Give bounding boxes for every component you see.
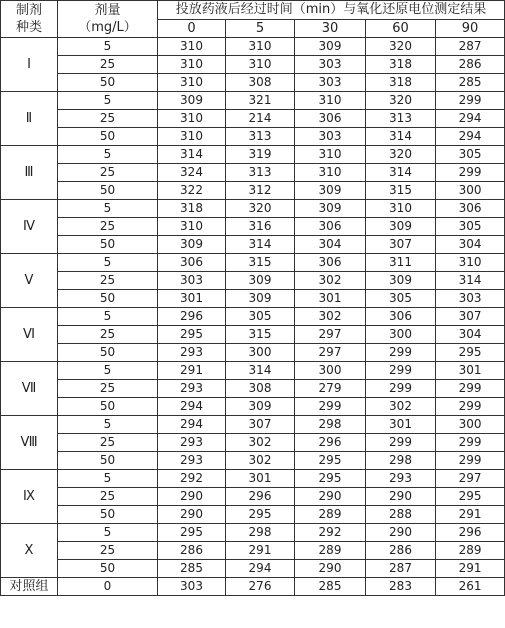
dose-cell: 5: [58, 524, 158, 542]
table-row: [1, 542, 505, 560]
potential-value-cell: 296: [226, 488, 295, 506]
potential-value-cell: 314: [158, 146, 226, 164]
dose-cell: 25: [58, 380, 158, 398]
potential-value-cell: 312: [226, 182, 295, 200]
header-time-0: 0: [158, 19, 226, 38]
potential-value-cell: 294: [158, 398, 226, 416]
potential-value-cell: 293: [158, 452, 226, 470]
potential-value-cell: 303: [158, 578, 226, 596]
table-row: [1, 164, 505, 182]
potential-value-cell: 214: [226, 110, 295, 128]
potential-value-cell: 295: [295, 452, 366, 470]
table-row: [1, 182, 505, 200]
potential-value-cell: 307: [366, 236, 436, 254]
potential-value-cell: 299: [366, 344, 436, 362]
potential-value-cell: 309: [295, 182, 366, 200]
control-label: 对照组: [1, 578, 58, 596]
dose-cell: 25: [58, 326, 158, 344]
potential-value-cell: 285: [436, 74, 505, 92]
potential-value-cell: 313: [366, 110, 436, 128]
dose-cell: 25: [58, 56, 158, 74]
potential-value-cell: 314: [436, 272, 505, 290]
potential-value-cell: 314: [366, 128, 436, 146]
potential-value-cell: 310: [226, 38, 295, 56]
potential-value-cell: 309: [295, 38, 366, 56]
potential-value-cell: 293: [158, 434, 226, 452]
potential-value-cell: 318: [366, 56, 436, 74]
table-row: [1, 398, 505, 416]
table-row: [1, 236, 505, 254]
dose-cell: 50: [58, 290, 158, 308]
potential-value-cell: 309: [366, 218, 436, 236]
potential-value-cell: 296: [436, 524, 505, 542]
dose-cell: 50: [58, 182, 158, 200]
potential-value-cell: 299: [436, 380, 505, 398]
potential-value-cell: 289: [436, 542, 505, 560]
potential-value-cell: 313: [226, 164, 295, 182]
potential-value-cell: 309: [158, 92, 226, 110]
potential-value-cell: 304: [436, 236, 505, 254]
potential-value-cell: 288: [366, 506, 436, 524]
potential-value-cell: 307: [226, 416, 295, 434]
agent-type-label: Ⅳ: [1, 200, 58, 254]
potential-value-cell: 298: [366, 452, 436, 470]
potential-value-cell: 311: [366, 254, 436, 272]
dose-cell: 5: [58, 254, 158, 272]
potential-value-cell: 289: [295, 542, 366, 560]
potential-value-cell: 306: [436, 200, 505, 218]
potential-value-cell: 304: [295, 236, 366, 254]
potential-value-cell: 295: [226, 506, 295, 524]
agent-type-label: Ⅶ: [1, 362, 58, 416]
potential-value-cell: 303: [436, 290, 505, 308]
dose-cell: 5: [58, 470, 158, 488]
agent-type-label: Ⅹ: [1, 524, 58, 578]
potential-value-cell: 310: [436, 254, 505, 272]
potential-value-cell: 297: [295, 326, 366, 344]
potential-value-cell: 310: [295, 164, 366, 182]
control-row: [1, 578, 505, 596]
potential-value-cell: 310: [295, 92, 366, 110]
header-dose-line1: 剂量: [94, 3, 121, 18]
table-row: [1, 110, 505, 128]
potential-value-cell: 305: [226, 308, 295, 326]
potential-value-cell: 310: [158, 74, 226, 92]
table-row: [1, 272, 505, 290]
potential-value-cell: 310: [158, 218, 226, 236]
potential-value-cell: 302: [366, 398, 436, 416]
potential-value-cell: 261: [436, 578, 505, 596]
agent-type-label: Ⅲ: [1, 146, 58, 200]
potential-value-cell: 315: [366, 182, 436, 200]
potential-value-cell: 295: [158, 524, 226, 542]
potential-value-cell: 301: [158, 290, 226, 308]
potential-value-cell: 293: [158, 380, 226, 398]
potential-value-cell: 286: [158, 542, 226, 560]
potential-value-cell: 293: [366, 470, 436, 488]
potential-value-cell: 315: [226, 326, 295, 344]
potential-value-cell: 308: [226, 74, 295, 92]
potential-value-cell: 310: [158, 38, 226, 56]
potential-value-cell: 286: [436, 56, 505, 74]
potential-value-cell: 318: [366, 74, 436, 92]
potential-value-cell: 307: [436, 308, 505, 326]
potential-value-cell: 314: [366, 164, 436, 182]
potential-value-cell: 306: [295, 110, 366, 128]
potential-value-cell: 290: [366, 488, 436, 506]
table-row: [1, 128, 505, 146]
potential-value-cell: 301: [436, 362, 505, 380]
potential-value-cell: 290: [158, 506, 226, 524]
potential-value-cell: 320: [366, 92, 436, 110]
header-main-title: 投放药液后经过时间（min）与氧化还原电位测定结果: [158, 1, 505, 20]
potential-value-cell: 302: [226, 434, 295, 452]
table-row: [1, 524, 505, 542]
potential-value-cell: 295: [295, 470, 366, 488]
potential-value-cell: 309: [226, 290, 295, 308]
potential-value-cell: 292: [295, 524, 366, 542]
dose-cell: 25: [58, 164, 158, 182]
potential-value-cell: 298: [295, 416, 366, 434]
table-row: [1, 56, 505, 74]
table-row: [1, 560, 505, 578]
table-row: [1, 488, 505, 506]
dose-cell: 25: [58, 110, 158, 128]
potential-value-cell: 305: [436, 146, 505, 164]
agent-type-label: Ⅱ: [1, 92, 58, 146]
potential-value-cell: 309: [295, 200, 366, 218]
table-row: [1, 218, 505, 236]
potential-value-cell: 310: [226, 56, 295, 74]
potential-value-cell: 300: [436, 182, 505, 200]
potential-value-cell: 290: [158, 488, 226, 506]
potential-value-cell: 301: [366, 416, 436, 434]
header-row-1: [1, 1, 505, 20]
dose-cell: 50: [58, 452, 158, 470]
potential-value-cell: 297: [295, 344, 366, 362]
potential-value-cell: 285: [295, 578, 366, 596]
table-row: [1, 254, 505, 272]
dose-cell: 5: [58, 146, 158, 164]
table-row: [1, 452, 505, 470]
potential-value-cell: 299: [436, 398, 505, 416]
table-row: [1, 416, 505, 434]
potential-value-cell: 315: [226, 254, 295, 272]
potential-value-cell: 302: [295, 272, 366, 290]
dose-cell: 5: [58, 38, 158, 56]
table-row: [1, 146, 505, 164]
dose-cell: 5: [58, 362, 158, 380]
potential-value-cell: 299: [436, 92, 505, 110]
header-time-5: 5: [226, 19, 295, 38]
potential-value-cell: 314: [226, 236, 295, 254]
potential-value-cell: 287: [436, 38, 505, 56]
table-row: [1, 38, 505, 56]
potential-value-cell: 318: [158, 200, 226, 218]
potential-value-cell: 301: [295, 290, 366, 308]
table-row: [1, 470, 505, 488]
dose-cell: 5: [58, 308, 158, 326]
potential-value-cell: 295: [158, 326, 226, 344]
potential-value-cell: 309: [158, 236, 226, 254]
header-dose: [58, 1, 158, 38]
potential-value-cell: 304: [436, 326, 505, 344]
potential-value-cell: 320: [366, 146, 436, 164]
agent-type-label: Ⅰ: [1, 38, 58, 92]
potential-value-cell: 300: [436, 416, 505, 434]
potential-value-cell: 309: [226, 398, 295, 416]
potential-value-cell: 310: [295, 146, 366, 164]
potential-value-cell: 299: [436, 434, 505, 452]
potential-value-cell: 294: [436, 110, 505, 128]
table-row: [1, 92, 505, 110]
potential-value-cell: 296: [158, 308, 226, 326]
potential-value-cell: 302: [226, 452, 295, 470]
potential-value-cell: 294: [158, 416, 226, 434]
potential-value-cell: 324: [158, 164, 226, 182]
potential-value-cell: 303: [295, 74, 366, 92]
table-row: [1, 362, 505, 380]
potential-value-cell: 291: [436, 506, 505, 524]
potential-value-cell: 291: [436, 560, 505, 578]
potential-value-cell: 285: [158, 560, 226, 578]
dose-cell: 50: [58, 344, 158, 362]
potential-value-cell: 306: [158, 254, 226, 272]
potential-value-cell: 291: [226, 542, 295, 560]
dose-cell: 0: [58, 578, 158, 596]
potential-value-cell: 295: [436, 344, 505, 362]
table-row: [1, 308, 505, 326]
potential-value-cell: 276: [226, 578, 295, 596]
potential-value-cell: 310: [158, 110, 226, 128]
agent-type-label: Ⅸ: [1, 470, 58, 524]
potential-value-cell: 309: [226, 272, 295, 290]
dose-cell: 5: [58, 200, 158, 218]
potential-value-cell: 320: [366, 38, 436, 56]
agent-type-label: Ⅵ: [1, 308, 58, 362]
potential-value-cell: 283: [366, 578, 436, 596]
potential-value-cell: 300: [366, 326, 436, 344]
header-agent-type-line2: 种类: [15, 20, 42, 35]
potential-value-cell: 319: [226, 146, 295, 164]
header-agent-type-line1: 制剂: [15, 3, 42, 18]
potential-value-cell: 291: [158, 362, 226, 380]
potential-value-cell: 292: [158, 470, 226, 488]
header-time-90: 90: [436, 19, 505, 38]
potential-value-cell: 300: [226, 344, 295, 362]
potential-value-cell: 294: [436, 128, 505, 146]
potential-value-cell: 306: [295, 254, 366, 272]
potential-value-cell: 286: [366, 542, 436, 560]
potential-value-cell: 303: [158, 272, 226, 290]
potential-value-cell: 306: [366, 308, 436, 326]
potential-value-cell: 293: [158, 344, 226, 362]
potential-value-cell: 303: [295, 56, 366, 74]
potential-value-cell: 299: [436, 452, 505, 470]
table-row: [1, 506, 505, 524]
dose-cell: 5: [58, 92, 158, 110]
dose-cell: 25: [58, 272, 158, 290]
potential-value-cell: 295: [436, 488, 505, 506]
potential-value-cell: 306: [295, 218, 366, 236]
potential-value-cell: 313: [226, 128, 295, 146]
table-row: [1, 326, 505, 344]
potential-value-cell: 299: [366, 434, 436, 452]
potential-value-cell: 294: [226, 560, 295, 578]
table-row: [1, 290, 505, 308]
potential-value-cell: 297: [436, 470, 505, 488]
header-time-30: 30: [295, 19, 366, 38]
potential-value-cell: 300: [295, 362, 366, 380]
potential-value-cell: 310: [158, 56, 226, 74]
potential-value-cell: 314: [226, 362, 295, 380]
potential-value-cell: 309: [366, 272, 436, 290]
potential-value-cell: 308: [226, 380, 295, 398]
potential-value-cell: 303: [295, 128, 366, 146]
potential-value-cell: 287: [366, 560, 436, 578]
dose-cell: 50: [58, 74, 158, 92]
dose-cell: 5: [58, 416, 158, 434]
potential-value-cell: 290: [295, 560, 366, 578]
agent-type-label: Ⅷ: [1, 416, 58, 470]
potential-value-cell: 320: [226, 200, 295, 218]
dose-cell: 50: [58, 128, 158, 146]
table-row: [1, 344, 505, 362]
header-dose-line2: （mg/L）: [78, 20, 137, 35]
potential-value-cell: 321: [226, 92, 295, 110]
potential-value-cell: 299: [366, 362, 436, 380]
table-row: [1, 434, 505, 452]
dose-cell: 25: [58, 434, 158, 452]
dose-cell: 25: [58, 218, 158, 236]
table-row: [1, 380, 505, 398]
table-row: [1, 200, 505, 218]
potential-value-cell: 302: [295, 308, 366, 326]
dose-cell: 25: [58, 488, 158, 506]
potential-value-cell: 299: [436, 164, 505, 182]
dose-cell: 50: [58, 398, 158, 416]
agent-type-label: Ⅴ: [1, 254, 58, 308]
dose-cell: 50: [58, 236, 158, 254]
dose-cell: 50: [58, 506, 158, 524]
potential-value-cell: 289: [295, 506, 366, 524]
potential-value-cell: 310: [158, 128, 226, 146]
potential-value-cell: 290: [366, 524, 436, 542]
potential-value-cell: 296: [295, 434, 366, 452]
header-time-60: 60: [366, 19, 436, 38]
potential-value-cell: 305: [436, 218, 505, 236]
dose-cell: 50: [58, 560, 158, 578]
potential-value-cell: 299: [295, 398, 366, 416]
table-row: [1, 74, 505, 92]
potential-value-cell: 279: [295, 380, 366, 398]
dose-cell: 25: [58, 542, 158, 560]
potential-value-cell: 290: [295, 488, 366, 506]
potential-value-cell: 322: [158, 182, 226, 200]
potential-value-cell: 310: [366, 200, 436, 218]
potential-value-cell: 299: [366, 380, 436, 398]
potential-value-cell: 298: [226, 524, 295, 542]
potential-value-cell: 316: [226, 218, 295, 236]
header-agent-type: [1, 1, 58, 38]
potential-value-cell: 301: [226, 470, 295, 488]
potential-value-cell: 305: [366, 290, 436, 308]
